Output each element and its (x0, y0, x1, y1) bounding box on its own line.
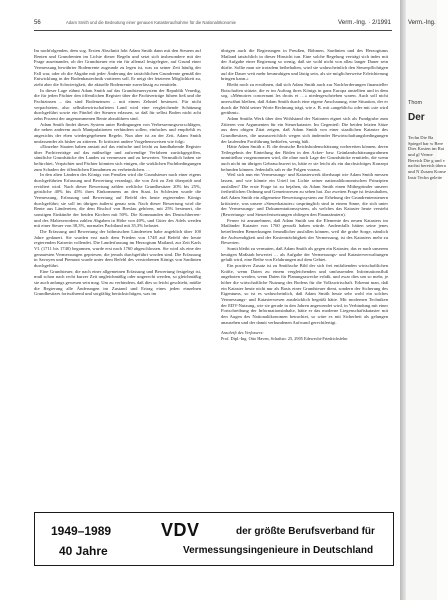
running-title: Adam Smith und die Bedeutung einer genauen Katasteraufnahme für die Nationalökonomie (66, 20, 236, 25)
paragraph: Adam Smith findet dieses System unter Bedingungen von Verbesserungsvorschlägen, die neben anderem auch Manipulationen verhindern sollen, einfaches und empfiehlt es angesichts der eben wiedergegebenen Regeln. Nun aber ist an der Zeit, Adam Smith umfassender als bisher zu zitieren. Er kritisiert andere Vorgehensweisen wie folgt: (34, 121, 201, 144)
quote-paragraph: In den alten Ländern des Königs von Preußen wird die Grundsteuer nach einer eigens durchgeführten Erfassung und Bewertung veranlagt, die von Zeit zu Zeit überprüft und revidiert wird. Nach dieser Bewertung zahlen weltliche Grundbesitzer 20% bis 25%, geistliche 40% bis 45% ihres Einkommens an den Staat. In Schlesien wurde die Vermessung, Erfassung und Bewertung auf Befehl des heute regierenden Königs durchgeführt; sie soll im übrigen äußerst genau sein. Nach dieser Bewertung wird die Rente aus Ländereien, die dem Bischof von Breslau gehören, mit 25% besteuert, die sonstigen Einkünfte der beiden Kirchen mit 50%. Die Kommanden des Deutschherren- und des Malteserordens zahlen Abgaben in Höhe von 40%, und Güter des Adels werden mit einer Steuer von 38,3%, normales Pachtland mit 35,3% belastet. (34, 172, 201, 229)
paragraph: Somit bleibt zu vermuten, daß Adam Smith als gegen ein Kataster, das er nach unserem heutigen Maßstab bewertet … als Aufgabe der Vermessungs- und Katasterverwaltungen gefaßt wird, eine Reihe von Erfahrungen auf dem Gebiet. (221, 245, 388, 263)
right-column (221, 48, 388, 341)
next-page-fragment: Thom (408, 100, 423, 106)
page-number: 56 (34, 20, 41, 26)
quote-paragraph: Eine Grundsteuer, die nach einer allgemeinen Erfassung und Bewertung festgelegt ist, muß schon nach recht kurzer Zeit ungleichmäßig oder ungerecht werden, so gleichmäßig sie auch anfangs gewesen sein mag. Um zu verhindern, daß dies so leicht geschieht, müßte die Regierung alle Änderungen im Zustand und Ertrag eines jeden einzelnen Grundbesitzes fortwährend und sorgfältig berücksichtigen, was im (34, 268, 201, 297)
next-page-journal: Verm.-Ing. (408, 20, 436, 26)
header-rule (34, 30, 392, 31)
ad-anniversary: 40 Jahre (59, 544, 108, 558)
left-column (34, 48, 201, 297)
quote-paragraph: »Einzelne Staaten haben anstatt auf das einfache und leicht zu handhabende Register über Pachtverträge auf das mühselige und aufwendige Verfahren zurückgegriffen, sämtliche Grundstücke des Landes zu vermessen und zu bewerten. Vermutlich haben sie befürchtet, Verpächter und Pächter könnten sich einigen, die wirklichen Pachtbedingungen zum Schaden der öffentlichen Einnahmen zu verheimlichen. … (34, 144, 201, 172)
ad-tagline-1: der größte Berufsverband für (236, 526, 375, 537)
quote-paragraph: Die Erfassung und Bewertung der böhmischen Ländereien habe angeblich über 100 Jahre gedauert. Sie wurden erst nach dem Frieden von 1748 auf Befehl der heute regierenden Kaiserin vollendet. Die Landerfassung im Herzogtum Mailand, zur Zeit Karls VI. (1711 bis 1740) begonnen, wurde erst nach 1760 abgeschlossen. Sie wird als eine der genauesten Vermessungen gepriesen, die jemals durchgeführt worden sind. Die Erfassung in Savoyen und Piemont wurde unter dem Befehl des verstorbenen Königs von Sardinien durchgeführt. (34, 229, 201, 268)
next-page-edge (406, 0, 446, 600)
paragraph: Im nachfolgenden, dem sog. Ersten Abschnitt lobt Adam Smith dann mit den Steuern auf Renten und Grundrenten im Lichte dieser Regeln und setzt sich insbesondere mit der Frage auseinander, ob der Grundsteuer ein ein für allemal festgelegter, auf Grund einer Vermessung bewährter Bodenrente zugrunde zu legen ist, was zu seiner Zeit häufig der Fall war, oder ob die Abgabe mit jeder Änderung der tatsächlichen Grundrente gemäß der Entwicklung in der Bodenbautechnik variieren soll. Er neigt der letzteren Möglichkeit zu, zieht aber die Schwierigkeit, die aktuelle Bodenrente zuverlässig zu ermitteln. (34, 48, 201, 87)
next-page-text: Techn Die Ba Spiegel bar w Bere Dies Kosten im Rai und gl Verme Bereich Die g und v nachst bereich übera und N Zusam Konse Instr Techn geleite (408, 135, 446, 180)
page-header (0, 20, 400, 34)
vdv-advertisement (34, 512, 394, 566)
ad-tagline-2: Vermessungsingenieure in Deutschland (183, 545, 374, 556)
paragraph: In dieser Lage rühmt Adam Smith auf das Grundsteuersystem der Republik Venedig, die für jeden Pächter den öffentlichen Register über die Pachtverträge führen ließ und die Pachtzinsen – das sind Bodenzinsen – mit einem Zehntel besteuert. Für nicht verpachteten, also selbstbewirtschafteten Land wird eine vergleichende Schätzung durchgeführt sowie ein Fünftel der Steuern erlassen, so daß für selbst Boden nicht acht zehn Prozent der angenommenen Rente abzuführen sind. (34, 87, 201, 121)
paragraph: Bleibt noch zu erwähnen, daß sich Adam Smith auch zur Nachforderungen finanzieller Botschaften stützte, die er im Auftrag ihres Königs in ganz Europa anstellten und in dem sog. »Mémoires concernant les droits et …« niedergeschrieben waren. Auch soll nicht unerwähnt bleiben, daß Adam Smith durch eine eigene Anschauung, eine Situation, der er durch die Wahl seiner Worte Rechnung trägt, wie z. B. mit »angeblich« oder mit »sie wird gerühmt«. (221, 81, 388, 116)
ad-brand: VDV (161, 520, 200, 540)
paragraph: Hätte Adam Smith z. B. die deutsche Reichsbodenschätzung vorbereiten können, deren Teilergebnis der Einteilung der Böden in den Acker- bzw. Grünlandschätzungsrahmen unmittelbar vorgenommen wird, die ohne nach Lage der Grundstücke ermitteln, die wenn auch nicht im übrigen Gebrauchswert in, hätte er sie leicht als ein durchsichtiges Konzept befunden können. Jedenfalls sah er die Folgen voraus. (221, 144, 388, 172)
author-address: Prof. Dipl.-Ing. Otto Haven, Schaftstr. 25, 2905 Edewecht-Friedrichsfehn (221, 335, 348, 341)
ad-years: 1949–1989 (51, 524, 112, 538)
paragraph: Weil sich nun ein Vermessungs- und Katasterwerk überhaupt wie Adam Smith messen lassen, und wie könnte ein Urteil im Lichte seiner nationalökonomischen Prinzipien ausfallen? Die erste Frage ist zu bejahen, da Adam Smith einen Mitbegründer unserer freiheitlichen Ordnung und Gemeinwesen zu sehen hat. Zur zweiten Frage ist festzuhalten, daß Adam Smith ein allgemeine Bewertungssystem zur Erhebung der Grundrentensteuern kritisierte, was unsere »Steuerkataster« ursprünglich sind in einem Sinne, die sich unter der Vermessungs- und Dokumentationssystem, als welches das Kataster heute versteht (Bewertungs- und Steuerfestsetzungen obliegen den Finanzämtern). (221, 172, 388, 218)
paragraph: übrigen auch die Regierungen in Preußen, Böhmen, Sardinien und des Herzogtums Mailand tatsächlich in dieser Hinsicht tun. Eine solche Regelung verträgt sich indes mit der Aufgabe einer Regierung so wenig, daß sie wohl nicht von allzu langer Dauer sein dürfte. Sollte man sie trotzdem beibehalten, wird sie wahrscheinlich den Steuerpflichtigen auf die Dauer weit mehr beunruhigen und lästig sein, als sie möglicherweise Erleichterung bringen kann.« (221, 48, 388, 82)
author-note: Anschrift des Verfassers: (221, 330, 264, 336)
journal-issue: Verm.-Ing. · 2/1991 (338, 19, 391, 26)
paragraph: Ferner ist anzunehmen, daß Adam Smith um die Elemente des neuen Katasters im Mailänder Kataster von 1760 gewußt haben würde. Andernfalls hätten seine jenes betreffenden Bemerkungen freundlicher ausfallen können, weil die grobe Sorge, nämlich die Aufwendigkeit und der Kostenträchtigkeit der Vermessung, ist des Katasters mehr zu Bewerten. (221, 217, 388, 246)
next-page-heading: Der (408, 112, 425, 123)
paragraph: Ein positiver Zusatz ist zu Smithsche Bild der sich frei entfaltenden wirtschaftlichen Kräfte, wenn Daten zu einem vergleichenden und umfassenden Informationsfluß angeboten werden, wenn Daten für Planungszwecke erfaßt, und zwar dies um so mehr, je höher die wirtschaftliche Nutzung des Bodens für die Volkswirtschaft. Erkennt man, daß ein Kataster heute nicht nur als Basis einer Grundsteuer dient, sondern der Sicherung des Eigentums, so ist es wahrscheinlich, daß Adam Smith heute sehr wohl ein solches Vermessungs- und Katasterwesen ausdrücklich begrüßt hätte. Mit modernen Techniken der EDV-Nutzung, wie sie gerade in den Jahren angewendet wird, in Verbindung mit einer Fortschreibung der Informationsinhalte, hätte er das moderne Liegenschaftskataster mit den Augen des Nationalökonomen betrachtet, so wäre es mit Sicherheit als gelungen anzusehen und der damit verbundenen Aufwand gerechtfertigt. (221, 262, 388, 325)
paragraph: Adam Smiths Werk über den Wohlstand der Nationen eignet sich als Fundgrube zum Zitieren von Argumenten für ein Steuerkataster. Im Gegenteil: Die beiden letzten Sätze aus dem obigen Zitat zeigen, daß Adam Smith von einer staatlichen Kataster des Grundbesitzes, die unausweichlich wegen sich ändernder Bewirtschaftungsbedingungen der laufenden Fortführung bedürfen, wenig hält. (221, 115, 388, 144)
